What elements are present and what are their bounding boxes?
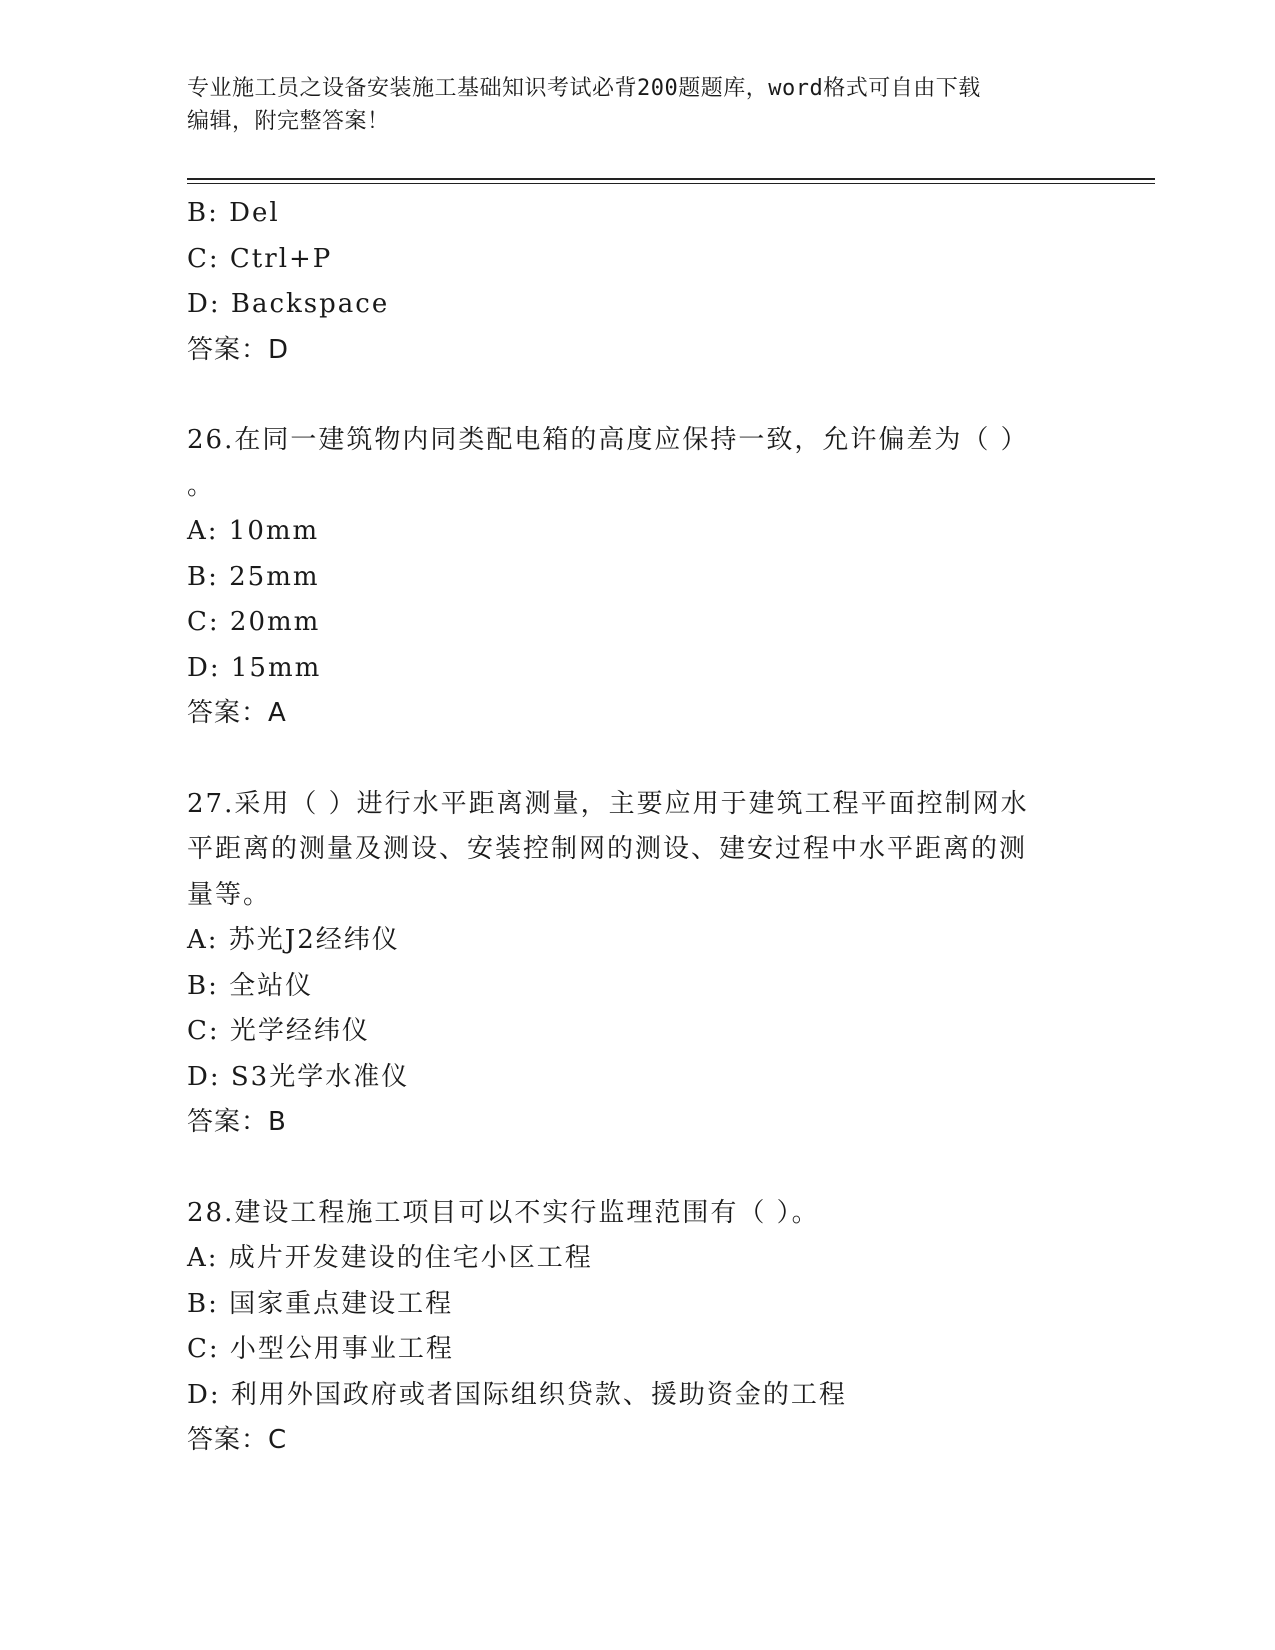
question-text: 28.建设工程施工项目可以不实行监理范围有（ ）。 <box>187 1197 820 1228</box>
question-text: 26.在同一建筑物内同类配电箱的高度应保持一致，允许偏差为（ ） <box>187 425 1029 455</box>
continued-question <box>187 191 1067 373</box>
option-a: A: 10mm <box>187 516 320 546</box>
option-c: C: 20mm <box>187 607 321 637</box>
option-d: D: 利用外国政府或者国际组织贷款、援助资金的工程 <box>187 1379 847 1410</box>
question-text-cont: 量等。 <box>187 879 272 910</box>
option-c: C: 光学经纬仪 <box>187 1016 370 1046</box>
answer: 答案：A <box>187 698 287 728</box>
option-a: A: 成片开发建设的住宅小区工程 <box>187 1243 593 1273</box>
option-d: D: Backspace <box>187 289 390 319</box>
header-divider <box>187 178 1155 180</box>
document-body <box>187 191 1067 1464</box>
option-b: B: 25mm <box>187 561 320 592</box>
option-a: A: 苏光J2经纬仪 <box>187 925 400 955</box>
question-text-cont: 。 <box>187 470 216 501</box>
answer: 答案：B <box>187 1107 287 1137</box>
option-d: D: 15mm <box>187 652 322 683</box>
header-title-line-1: 专业施工员之设备安装施工基础知识考试必背200题题库，word格式可自由下载 <box>187 76 981 101</box>
question-26 <box>187 418 1067 737</box>
answer: 答案：D <box>187 334 290 365</box>
answer: 答案：C <box>187 1425 288 1455</box>
option-c: C: Ctrl+P <box>187 243 333 274</box>
option-c: C: 小型公用事业工程 <box>187 1334 454 1364</box>
option-b: B: Del <box>187 198 280 228</box>
question-text: 27.采用（ ）进行水平距离测量，主要应用于建筑工程平面控制网水 <box>187 788 1029 819</box>
option-b: B: 全站仪 <box>187 970 314 1001</box>
header-divider-thin <box>187 183 1155 184</box>
question-28 <box>187 1191 1067 1464</box>
page-header <box>187 72 1067 138</box>
question-text-cont: 平距离的测量及测设、安装控制网的测设、建安过程中水平距离的测 <box>187 834 1028 864</box>
question-27 <box>187 782 1067 1146</box>
option-d: D: S3光学水准仪 <box>187 1061 410 1092</box>
option-b: B: 国家重点建设工程 <box>187 1288 454 1319</box>
header-title-line-2: 编辑，附完整答案！ <box>187 109 390 134</box>
